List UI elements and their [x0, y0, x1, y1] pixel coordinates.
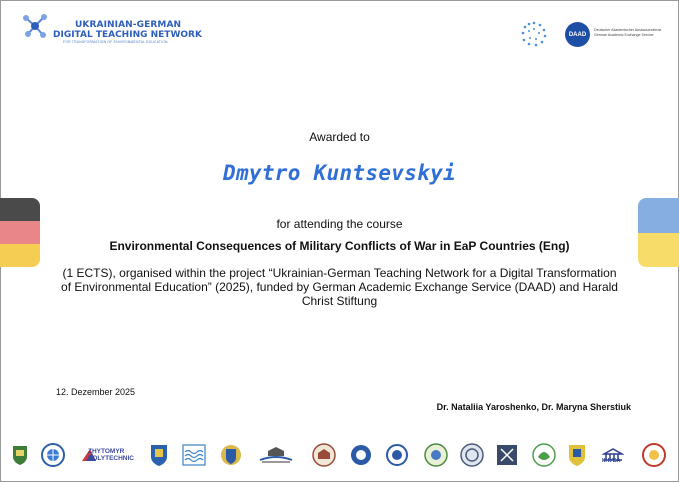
- network-nodes-icon: [20, 12, 50, 48]
- blue-seal-icon: [350, 441, 372, 469]
- logo-subtitle: FOR TRANSFORMATION OF ENVIRONMENTAL EDUCATION: [63, 40, 168, 44]
- building-book-icon: [258, 441, 294, 469]
- ukraine-flag: [638, 198, 679, 267]
- waves-logo-icon: [182, 441, 206, 469]
- daad-caption: Deutscher Akademischer Austauschdienst German Academic Exchange Service: [594, 28, 662, 37]
- recipient-name: Dmytro Kuntsevskyi: [223, 161, 456, 185]
- course-title: Environmental Consequences of Military Conflicts of War in EaP Countries (Eng): [109, 239, 570, 253]
- temple-crest-icon: [310, 441, 338, 469]
- attending-label: for attending the course: [276, 217, 403, 231]
- green-crest-icon: [12, 441, 28, 469]
- globe-wreath-icon: [40, 441, 66, 469]
- green-swirl-icon: [532, 441, 556, 469]
- daad-logo: DAAD: [565, 22, 590, 47]
- course-description: (1 ECTS), organised within the project “Ukrainian-German Teaching Network for a Digital Transformation of Environmental Education” (2025), funded by German Academic Exchange Service (DAAD) and Harald Christ Stiftung: [61, 266, 618, 308]
- blue-white-seal-icon: [386, 441, 408, 469]
- round-seal-icon: [460, 441, 484, 469]
- awarded-to-label: Awarded to: [309, 130, 370, 144]
- project-logo: [20, 12, 202, 48]
- signers: Dr. Nataliia Yaroshenko, Dr. Maryna Sherstiuk: [436, 402, 631, 412]
- logo-title-line1: UKRAINIAN-GERMAN: [75, 20, 182, 30]
- harald-christ-stiftung-logo: [519, 19, 549, 49]
- green-wreath-seal-icon: [424, 441, 448, 469]
- shield-crest-icon: [150, 441, 168, 469]
- wreath-crest-icon: [220, 441, 242, 469]
- yellow-shield-icon: [568, 441, 586, 469]
- issue-date: 12. Dezember 2025: [56, 387, 136, 397]
- logo-title-line2: DIGITAL TEACHING NETWORK: [53, 30, 202, 40]
- red-seal-icon: [642, 441, 666, 469]
- knuba-building-icon: [602, 441, 624, 469]
- knuba-label: КНУБА: [602, 458, 621, 464]
- zhytomyr-polytechnic-label: ZHYTOMYR POLYTECHNIC: [88, 448, 134, 462]
- germany-flag: [0, 198, 40, 267]
- square-logo-icon: [496, 441, 518, 469]
